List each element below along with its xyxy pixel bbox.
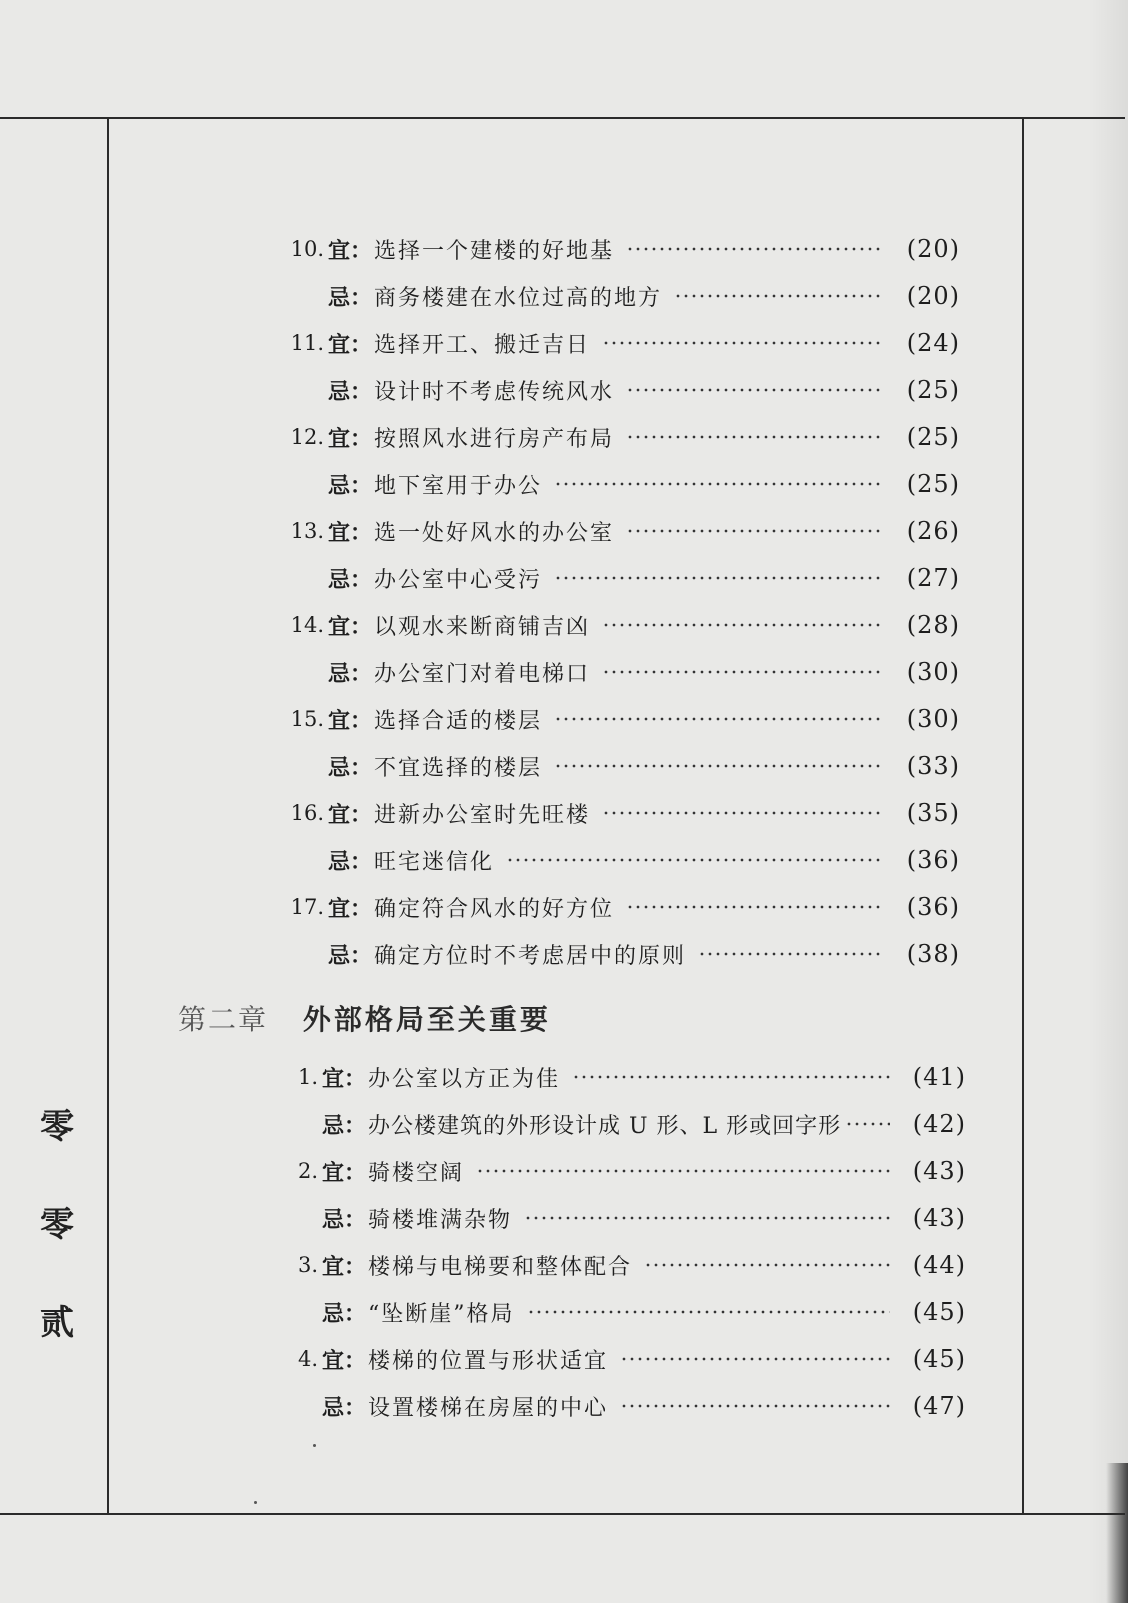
entry-page: (30) bbox=[906, 705, 960, 733]
dot-leader bbox=[602, 811, 884, 815]
toc-entry[interactable] bbox=[278, 232, 960, 266]
entry-number: 17. bbox=[290, 895, 324, 919]
entry-page: (42) bbox=[912, 1110, 966, 1138]
entry-tag: 宜： bbox=[328, 707, 373, 734]
entry-number: 2. bbox=[297, 1159, 318, 1183]
entry-text: 办公室以方正为佳 bbox=[368, 1066, 561, 1092]
dot-leader bbox=[572, 1075, 890, 1079]
entry-text: 以观水来断商铺吉凶 bbox=[374, 614, 591, 640]
entry-page: (35) bbox=[906, 799, 960, 827]
dot-leader bbox=[674, 294, 884, 298]
entry-tag: 宜： bbox=[328, 801, 373, 828]
entry-tag: 忌： bbox=[328, 660, 373, 687]
entry-tag: 宜： bbox=[328, 425, 373, 452]
toc-entry[interactable] bbox=[278, 373, 960, 407]
entry-page: (47) bbox=[912, 1392, 966, 1420]
entry-page: (26) bbox=[906, 517, 960, 545]
entry-text: 设置楼梯在房屋的中心 bbox=[368, 1395, 609, 1421]
toc-entry[interactable] bbox=[278, 796, 960, 830]
toc-entry[interactable] bbox=[278, 514, 960, 548]
dot-leader bbox=[644, 1263, 890, 1267]
toc-entry[interactable] bbox=[278, 420, 960, 454]
dot-leader bbox=[626, 388, 884, 392]
toc-entry[interactable] bbox=[278, 467, 960, 501]
entry-page: (25) bbox=[906, 423, 960, 451]
entry-tag: 忌： bbox=[322, 1206, 367, 1233]
entry-tag: 宜： bbox=[328, 895, 373, 922]
entry-text: 选择开工、搬迁吉日 bbox=[374, 332, 591, 358]
entry-text: 按照风水进行房产布局 bbox=[374, 426, 615, 452]
entry-number: 10. bbox=[290, 237, 324, 261]
toc-entry[interactable] bbox=[272, 1060, 966, 1094]
entry-text: 楼梯与电梯要和整体配合 bbox=[368, 1254, 633, 1280]
entry-text: 确定符合风水的好方位 bbox=[374, 896, 615, 922]
chapter-title: 外部格局至关重要 bbox=[302, 1003, 551, 1036]
toc-entry[interactable] bbox=[278, 937, 960, 971]
entry-text: 商务楼建在水位过高的地方 bbox=[374, 285, 663, 311]
toc-entry[interactable] bbox=[278, 655, 960, 689]
entry-page: (28) bbox=[906, 611, 960, 639]
toc-entry[interactable] bbox=[272, 1389, 966, 1423]
top-rule bbox=[0, 117, 1125, 119]
toc-entry[interactable] bbox=[272, 1295, 966, 1329]
dot-leader bbox=[476, 1169, 890, 1173]
dot-leader bbox=[626, 905, 884, 909]
entry-text: 设计时不考虑传统风水 bbox=[374, 379, 615, 405]
toc-entry[interactable] bbox=[278, 843, 960, 877]
entry-text: “坠断崖”格局 bbox=[368, 1301, 515, 1327]
entry-tag: 忌： bbox=[328, 848, 373, 875]
folio-char: 零 bbox=[40, 1107, 74, 1147]
entry-page: (36) bbox=[906, 893, 960, 921]
dot-leader bbox=[554, 764, 884, 768]
entry-number: 3. bbox=[297, 1253, 318, 1277]
entry-page: (33) bbox=[906, 752, 960, 780]
toc-entry[interactable] bbox=[278, 561, 960, 595]
entry-text: 骑楼堆满杂物 bbox=[368, 1207, 513, 1233]
toc-entry[interactable] bbox=[278, 279, 960, 313]
entry-text: 楼梯的位置与形状适宜 bbox=[368, 1348, 609, 1374]
entry-page: (45) bbox=[912, 1345, 966, 1373]
toc-entry[interactable] bbox=[272, 1107, 966, 1141]
entry-tag: 宜： bbox=[328, 613, 373, 640]
entry-page: (27) bbox=[906, 564, 960, 592]
entry-number: 12. bbox=[290, 425, 324, 449]
page-corner-fold bbox=[1106, 1463, 1128, 1603]
entry-text: 选一处好风水的办公室 bbox=[374, 520, 615, 546]
toc-entry[interactable] bbox=[272, 1201, 966, 1235]
entry-number: 4. bbox=[297, 1347, 318, 1371]
dot-leader bbox=[602, 670, 884, 674]
entry-number: 15. bbox=[290, 707, 324, 731]
page-edge-shadow bbox=[1088, 0, 1128, 1603]
entry-page: (20) bbox=[906, 282, 960, 310]
entry-number: 13. bbox=[290, 519, 324, 543]
right-frame-line bbox=[1022, 118, 1024, 1514]
dot-leader bbox=[554, 717, 884, 721]
entry-number: 14. bbox=[290, 613, 324, 637]
bottom-rule bbox=[0, 1513, 1125, 1515]
toc-entry[interactable] bbox=[278, 890, 960, 924]
toc-entry[interactable] bbox=[272, 1248, 966, 1282]
dot-leader bbox=[524, 1216, 890, 1220]
entry-page: (41) bbox=[912, 1063, 966, 1091]
entry-text: 进新办公室时先旺楼 bbox=[374, 802, 591, 828]
entry-text: 确定方位时不考虑居中的原则 bbox=[374, 943, 687, 969]
entry-page: (24) bbox=[906, 329, 960, 357]
entry-tag: 忌： bbox=[322, 1394, 367, 1421]
folio-char: 贰 bbox=[40, 1303, 74, 1343]
entry-text: 办公室中心受污 bbox=[374, 567, 543, 593]
entry-text: 地下室用于办公 bbox=[374, 473, 543, 499]
toc-entry[interactable] bbox=[278, 608, 960, 642]
entry-page: (44) bbox=[912, 1251, 966, 1279]
entry-page: (30) bbox=[906, 658, 960, 686]
dot-leader bbox=[527, 1310, 890, 1314]
entry-text: 办公楼建筑的外形设计成 U 形、L 形或回字形 bbox=[368, 1113, 842, 1139]
paper-speck bbox=[254, 1501, 257, 1504]
left-frame-line bbox=[107, 118, 109, 1514]
entry-tag: 忌： bbox=[322, 1300, 367, 1327]
entry-tag: 忌： bbox=[322, 1112, 367, 1139]
toc-entry[interactable] bbox=[278, 326, 960, 360]
dot-leader bbox=[554, 482, 884, 486]
entry-page: (43) bbox=[912, 1157, 966, 1185]
entry-tag: 宜： bbox=[328, 331, 373, 358]
entry-page: (36) bbox=[906, 846, 960, 874]
entry-text: 办公室门对着电梯口 bbox=[374, 661, 591, 687]
paper-speck bbox=[313, 1444, 316, 1447]
entry-number: 1. bbox=[297, 1065, 318, 1089]
entry-page: (43) bbox=[912, 1204, 966, 1232]
entry-tag: 忌： bbox=[328, 754, 373, 781]
toc-entry[interactable] bbox=[278, 749, 960, 783]
entry-tag: 宜： bbox=[322, 1159, 367, 1186]
dot-leader bbox=[698, 952, 884, 956]
dot-leader bbox=[554, 576, 884, 580]
entry-tag: 忌： bbox=[328, 942, 373, 969]
entry-tag: 忌： bbox=[328, 284, 373, 311]
folio-char: 零 bbox=[40, 1205, 74, 1245]
entry-tag: 宜： bbox=[322, 1347, 367, 1374]
dot-leader bbox=[626, 529, 884, 533]
entry-text: 旺宅迷信化 bbox=[374, 849, 495, 875]
page-folio bbox=[34, 1107, 80, 1404]
dot-leader bbox=[845, 1122, 890, 1126]
entry-text: 骑楼空阔 bbox=[368, 1160, 465, 1186]
toc-entry[interactable] bbox=[272, 1342, 966, 1376]
entry-tag: 宜： bbox=[322, 1065, 367, 1092]
entry-page: (38) bbox=[906, 940, 960, 968]
entry-tag: 忌： bbox=[328, 566, 373, 593]
entry-page: (25) bbox=[906, 376, 960, 404]
dot-leader bbox=[602, 341, 884, 345]
entry-tag: 忌： bbox=[328, 378, 373, 405]
entry-page: (20) bbox=[906, 235, 960, 263]
chapter-heading bbox=[178, 998, 551, 1038]
entry-number: 16. bbox=[290, 801, 324, 825]
dot-leader bbox=[620, 1357, 890, 1361]
entry-tag: 宜： bbox=[328, 237, 373, 264]
entry-text: 选择合适的楼层 bbox=[374, 708, 543, 734]
dot-leader bbox=[626, 247, 884, 251]
entry-text: 选择一个建楼的好地基 bbox=[374, 238, 615, 264]
dot-leader bbox=[620, 1404, 890, 1408]
entry-tag: 忌： bbox=[328, 472, 373, 499]
entry-number: 11. bbox=[290, 331, 324, 355]
dot-leader bbox=[626, 435, 884, 439]
entry-tag: 宜： bbox=[322, 1253, 367, 1280]
toc-entry[interactable] bbox=[278, 702, 960, 736]
dot-leader bbox=[506, 858, 884, 862]
entry-text: 不宜选择的楼层 bbox=[374, 755, 543, 781]
entry-page: (45) bbox=[912, 1298, 966, 1326]
entry-tag: 宜： bbox=[328, 519, 373, 546]
toc-entry[interactable] bbox=[272, 1154, 966, 1188]
entry-page: (25) bbox=[906, 470, 960, 498]
dot-leader bbox=[602, 623, 884, 627]
chapter-number: 第二章 bbox=[178, 1003, 269, 1036]
